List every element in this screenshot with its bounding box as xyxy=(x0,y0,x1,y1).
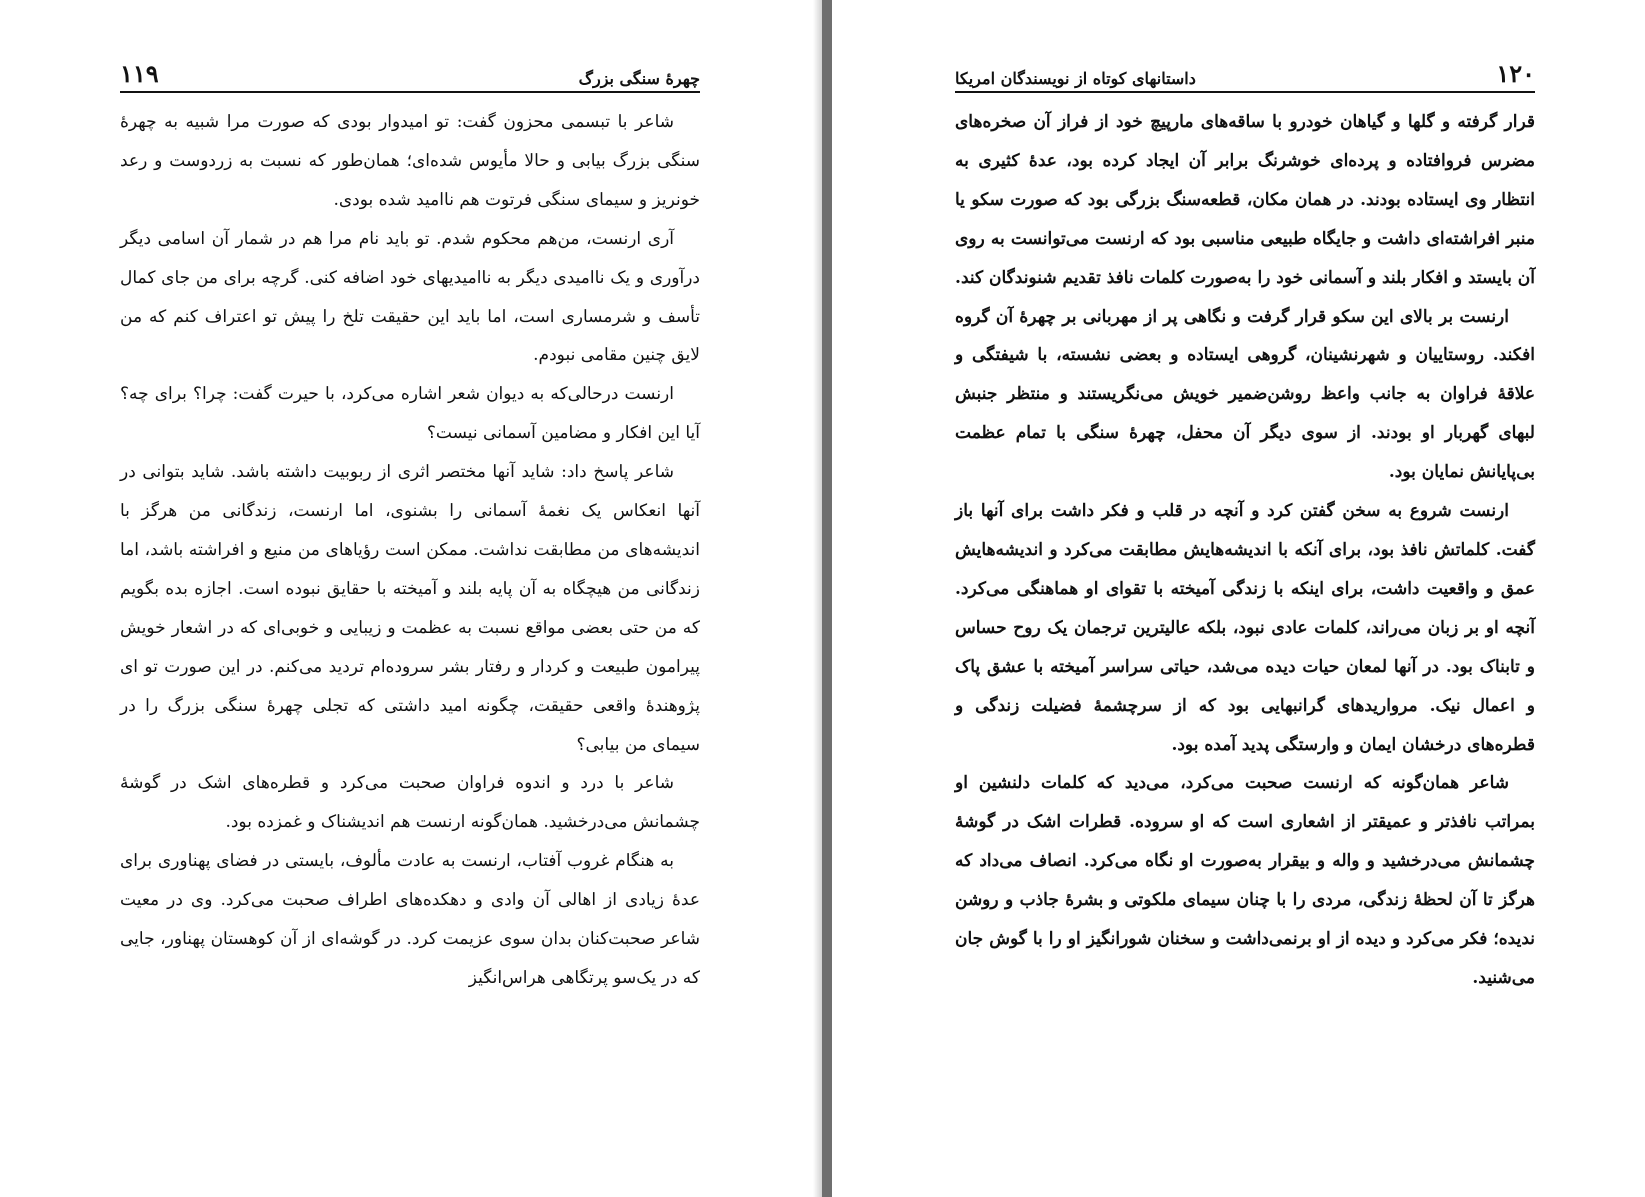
page-number: ۱۱۹ xyxy=(120,59,159,88)
header-rule xyxy=(120,91,700,93)
book-gutter-shadow xyxy=(813,0,822,1197)
paragraph: آری ارنست، من‌هم محکوم شدم. تو باید نام مرا هم در شمار آن اسامی دیگر درآوری و یک ناامیدی دیگر به ناامیدیهای خود اضافه کنی. گرچه برای من جای کمال تأسف و شرمساری است، اما باید این حقیقت تلخ را پیش تو اعتراف کنم که من لایق چنین مقامی نبودم. xyxy=(120,228,700,366)
book-gutter xyxy=(822,0,832,1197)
left-page-body xyxy=(120,103,700,998)
paragraph: شاعر همان‌گونه که ارنست صحبت می‌کرد، می‌دید که کلمات دلنشین او بمراتب نافذتر و عمیقتر از اشعاری است که او سروده. قطرات اشک در گوشهٔ چشمانش می‌درخشید و واله و بیقرار به‌صورت او نگاه می‌کرد. انصاف می‌داد که هرگز تا آن لحظهٔ زندگی، مردی را با چنان سیمای ملکوتی و بشرهٔ جاذب و روشن ندیده؛ فکر می‌کرد و دیده از او برنمی‌داشت و سخنان شورانگیز او را با گوش جان می‌شنید. xyxy=(955,773,1535,988)
paragraph: شاعر با تبسمی محزون گفت: تو امیدوار بودی که صورت مرا شبیه به چهرهٔ سنگی بزرگ بیابی و حالا مأیوس شده‌ای؛ همان‌طور که نسبت به زردوست و رعد خونریز و سیمای سنگی فرتوت هم ناامید شده بودی. xyxy=(120,112,700,210)
paragraph: قرار گرفته و گلها و گیاهان خودرو با ساقه‌های مارپیچ خود از فراز آن صخره‌های مضرس فروافتاده و پرده‌ای خوشرنگ برابر آن ایجاد کرده بود، عدهٔ کثیری به انتظار وی ایستاده بودند. در همان مکان، قطعه‌سنگ بزرگی بود که صورت سکو یا منبر افراشته‌ای داشت و جایگاه طبیعی مناسبی بود که ارنست می‌توانست به روی آن بایستد و افکار بلند و آسمانی خود را به‌صورت کلمات نافذ تقدیم شنوندگان کند. xyxy=(955,112,1535,288)
left-page-header xyxy=(120,58,700,88)
paragraph: به هنگام غروب آفتاب، ارنست به عادت مألوف، بایستی در فضای پهناوری برای عدهٔ زیادی از اهالی آن وادی و دهکده‌های اطراف صحبت می‌کرد. وی در معیت شاعر صحبت‌کنان بدان سوی عزیمت کرد. در گوشه‌ای از آن کوهستان پهناور، جایی که در یک‌سو پرتگاهی هراس‌انگیز xyxy=(120,851,700,988)
right-page xyxy=(955,0,1535,1197)
paragraph: ارنست درحالی‌که به دیوان شعر اشاره می‌کرد، با حیرت گفت: چرا؟ برای چه؟ آیا این افکار و مضامین آسمانی نیست؟ xyxy=(120,384,700,444)
left-page xyxy=(120,0,700,1197)
header-rule xyxy=(955,91,1535,93)
paragraph: شاعر پاسخ داد: شاید آنها مختصر اثری از ربوبیت داشته باشد. شاید بتوانی در آنها انعکاس یک نغمهٔ آسمانی را بشنوی، اما ارنست، زندگانی من هرگز با اندیشه‌های من مطابقت نداشت. ممکن است رؤیاهای من منیع و افراشته باشد، اما زندگانی من هیچگاه به آن پایه بلند و آمیخته با حقایق نبوده است. اجازه بده بگویم که من حتی بعضی مواقع نسبت به عظمت و زیبایی و خوبی‌ای که در اشعار خویش پیرامون طبیعت و کردار و رفتار بشر سروده‌ام تردید می‌کنم. در این صورت تو ای پژوهندهٔ واقعی حقیقت، چگونه امید داشتی که تجلی چهرهٔ سنگی بزرگ را در سیمای من بیابی؟ xyxy=(120,462,700,755)
running-title: داستانهای کوتاه از نویسندگان امریکا xyxy=(955,69,1196,88)
paragraph: ارنست بر بالای این سکو قرار گرفت و نگاهی پر از مهربانی بر چهرهٔ آن گروه افکند. روستاییان و شهرنشینان، گروهی ایستاده و بعضی نشسته، با شیفتگی و علاقهٔ فراوان به جانب واعظ روشن‌ضمیر خویش می‌نگریستند و منتظر جنبش لبهای گهربار او بودند. از سوی دیگر آن محفل، چهرهٔ سنگی با تمام عظمت بی‌پایانش نمایان بود. xyxy=(955,306,1535,483)
running-title: چهرهٔ سنگی بزرگ xyxy=(578,69,700,88)
page-number: ۱۲۰ xyxy=(1496,59,1535,88)
right-page-header xyxy=(955,58,1535,88)
paragraph: ارنست شروع به سخن گفتن کرد و آنچه در قلب و فکر داشت برای آنها باز گفت. کلماتش نافذ بود، برای آنکه با اندیشه‌هایش مطابقت می‌کرد و اندیشه‌هایش عمق و واقعیت داشت، برای اینکه با زندگی آمیخته با تقوای او هماهنگی می‌کرد. آنچه او بر زبان می‌راند، کلمات عادی نبود، بلکه عالیترین ترجمان یک روح حساس و تابناک بود. در آنها لمعان حیات دیده می‌شد، حیاتی سراسر آمیخته با عشق پاک و اعمال نیک. مرواریدهای گرانبهایی بود که از سرچشمهٔ فضیلت زندگی و قطره‌های درخشان ایمان و وارستگی پدید آمده بود. xyxy=(955,501,1535,755)
right-page-body xyxy=(955,103,1535,998)
paragraph: شاعر با درد و اندوه فراوان صحبت می‌کرد و قطره‌های اشک در گوشهٔ چشمانش می‌درخشید. همان‌گونه ارنست هم اندیشناک و غمزده بود. xyxy=(120,773,700,833)
